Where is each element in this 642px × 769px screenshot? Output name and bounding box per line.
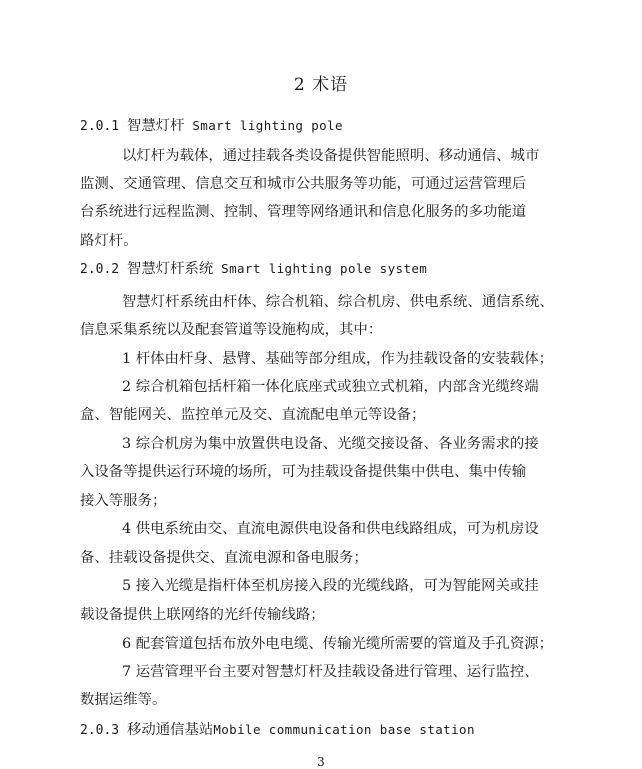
list-item-line: 入设备等提供运行环境的场所，可为挂载设备提供集中供电、集中传输 <box>80 464 527 480</box>
term-name-cn: 移动通信基站 <box>126 722 214 738</box>
list-item-line: 接入等服务； <box>80 493 167 509</box>
list-item-line: 4 供电系统由交、直流电源供电设备和供电线路组成，可为机房设 <box>122 521 539 537</box>
term-heading-2-0-2 <box>80 259 427 280</box>
list-item-line: 3 综合机房为集中放置供电设备、光缆交接设备、各业务需求的接 <box>122 436 539 452</box>
term-name-en: Smart lighting pole system <box>221 261 428 276</box>
list-item-line: 盒、智能网关、监控单元及交、直流配电单元等设备； <box>80 407 426 423</box>
section-heading: 2 术语 <box>293 75 349 95</box>
paragraph-line: 智慧灯杆系统由杆体、综合机箱、综合机房、供电系统、通信系统、 <box>122 294 554 310</box>
term-name-en: Mobile communication base station <box>213 722 475 737</box>
term-name-cn: 智慧灯杆系统 <box>126 261 214 277</box>
paragraph-line: 台系统进行远程监测、控制、管理等网络通讯和信息化服务的多功能道 <box>80 204 527 220</box>
paragraph-line: 监测、交通管理、信息交互和城市公共服务等功能，可通过运营管理后 <box>80 176 527 192</box>
list-item-line: 备、挂载设备提供交、直流电源和备电服务； <box>80 550 368 566</box>
term-number: 2.0.3 <box>80 723 120 738</box>
list-item-line: 载设备提供上联网络的光纤传输线路； <box>80 607 325 623</box>
list-item-line: 6 配套管道包括布放外电电缆、传输光缆所需要的管道及手孔资源； <box>122 636 554 652</box>
list-item-line: 1 杆体由杆身、悬臂、基础等部分组成，作为挂载设备的安装载体； <box>122 351 554 367</box>
list-item-line: 2 综合机箱包括杆箱一体化底座式或独立式机箱，内部含光缆终端 <box>122 379 539 395</box>
list-item-line: 数据运维等。 <box>80 692 167 708</box>
list-item-line: 5 接入光缆是指杆体至机房接入段的光缆线路，可为智能网关或挂 <box>122 578 539 594</box>
term-name-cn: 智慧灯杆 <box>126 118 185 134</box>
paragraph-line: 信息采集系统以及配套管道等设施构成，其中： <box>80 322 383 338</box>
list-item-line: 7 运营管理平台主要对智慧灯杆及挂载设备进行管理、运行监控、 <box>122 664 539 680</box>
page-number: 3 <box>317 755 325 769</box>
term-name-en: Smart lighting pole <box>192 118 343 133</box>
term-heading-2-0-3 <box>80 720 475 741</box>
paragraph-line: 以灯杆为载体，通过挂载各类设备提供智能照明、移动通信、城市 <box>122 148 540 164</box>
term-number: 2.0.2 <box>80 262 120 277</box>
term-number: 2.0.1 <box>80 119 120 134</box>
paragraph-line: 路灯杆。 <box>80 233 138 249</box>
term-heading-2-0-1 <box>80 116 343 137</box>
